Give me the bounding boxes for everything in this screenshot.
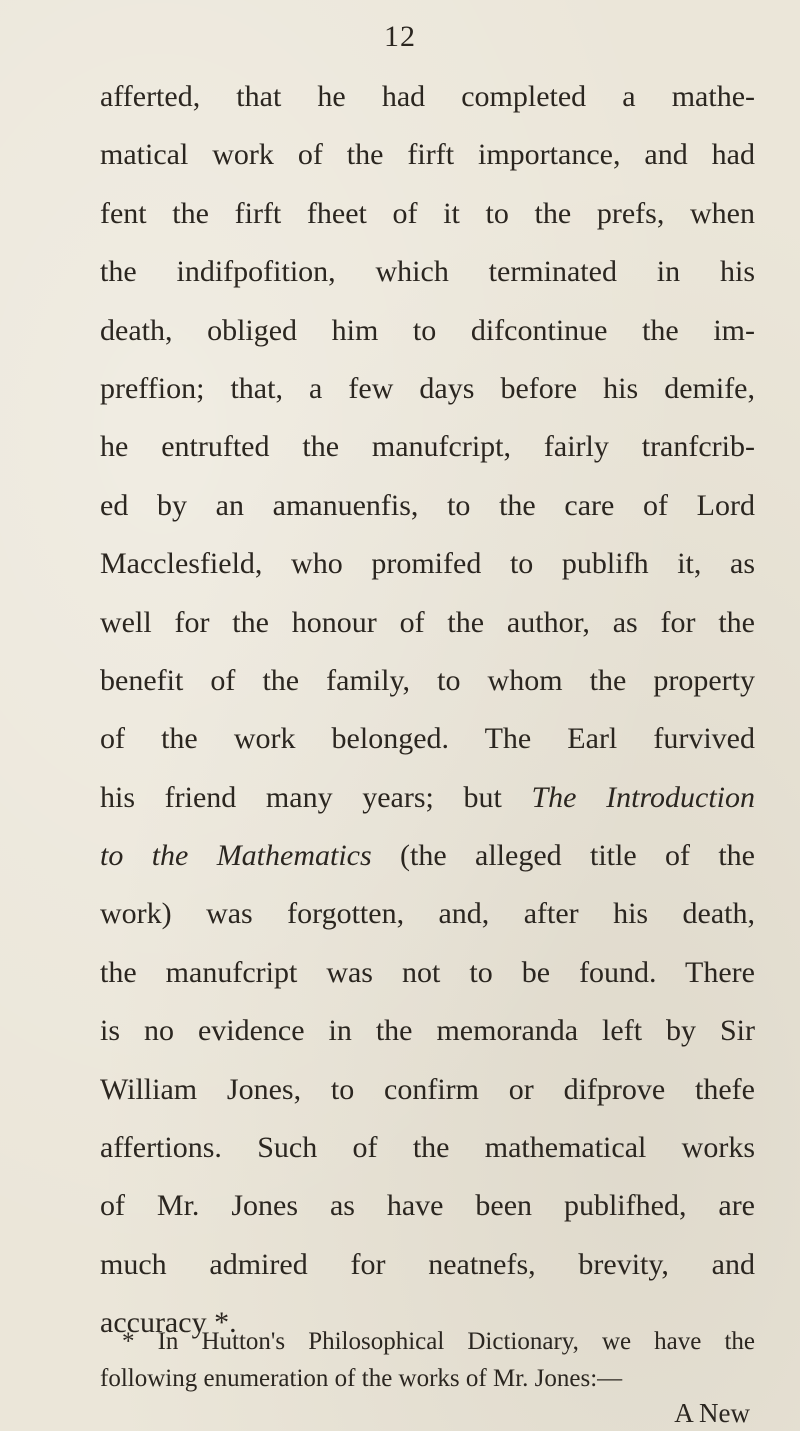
text-line: afferted, that he had completed a mathe-: [100, 80, 755, 113]
footnote-line: * In Hutton's Philosophical Dictionary, we have the: [122, 1328, 755, 1355]
text-line: of the work belonged. The Earl furvived: [100, 722, 755, 756]
text-line: well for the honour of the author, as for the: [100, 605, 755, 639]
text-line: of Mr. Jones as have been publifhed, are: [100, 1189, 755, 1223]
text-line: affertions. Such of the mathematical works: [100, 1131, 755, 1165]
text-line: the indifpofition, which terminated in his: [100, 255, 755, 289]
text-line: he entrufted the manufcript, fairly tranfcrib-: [100, 430, 755, 464]
italic-title: The Introduction: [531, 780, 755, 814]
page-number: 12: [384, 20, 416, 53]
text-line: is no evidence in the memoranda left by Sir: [100, 1014, 755, 1048]
body-text: [100, 68, 755, 1353]
text-line: work) was forgotten, and, after his death,: [100, 897, 755, 931]
footnote: [100, 1323, 755, 1397]
text-segment: his friend many years; but: [100, 780, 532, 814]
text-line-with-italic: [100, 769, 755, 827]
text-line: much admired for neatnefs, brevity, and: [100, 1247, 755, 1281]
text-line: fent the firft fheet of it to the prefs, when: [100, 196, 755, 230]
footnote-line: following enumeration of the works of Mr. Jones:—: [100, 1365, 623, 1392]
text-line: death, obliged him to difcontinue the im-: [100, 313, 755, 347]
text-line: matical work of the firft importance, and had: [100, 138, 755, 172]
catchword: A New: [674, 1398, 750, 1428]
text-line: Macclesfield, who promifed to publifh it, as: [100, 547, 755, 581]
text-line: the manufcript was not to be found. There: [100, 955, 755, 989]
text-line: ed by an amanuenfis, to the care of Lord: [100, 488, 755, 522]
text-line: William Jones, to confirm or difprove thefe: [100, 1072, 755, 1106]
text-line-with-italic: [100, 827, 755, 885]
text-segment: (the alleged title of the: [371, 839, 755, 873]
text-line: preffion; that, a few days before his demife,: [100, 371, 755, 405]
text-line: accuracy *.: [100, 1306, 237, 1340]
italic-title: to the Mathematics: [100, 839, 372, 873]
text-line: benefit of the family, to whom the property: [100, 663, 755, 697]
